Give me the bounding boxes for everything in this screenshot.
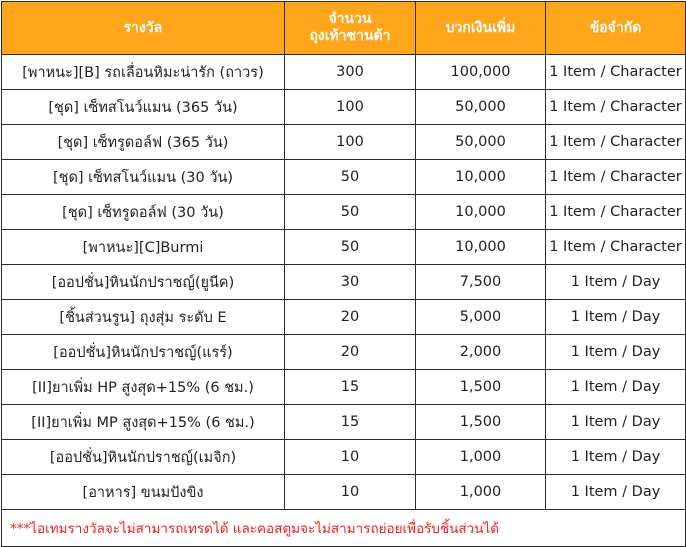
amount-cell: 30 — [285, 265, 416, 300]
table-row — [2, 160, 686, 195]
reward-cell: [ชิ้นส่วนรูน] ถุงสุ่ม ระดับ E — [2, 300, 285, 335]
reward-cell: [ชุด] เซ็ทสโนว์แมน (365 วัน) — [2, 90, 285, 125]
reward-cell: [ชุด] เซ็ทสโนว์แมน (30 วัน) — [2, 160, 285, 195]
header-amount-line1: จำนวน — [328, 11, 372, 27]
reward-cell: [ออปชั่น]หินนักปราชญ์(เมจิก) — [2, 440, 285, 475]
bonus-cell: 100,000 — [416, 55, 546, 90]
table-row — [2, 475, 686, 510]
amount-cell: 10 — [285, 440, 416, 475]
header-bonus: บวกเงินเพิ่ม — [416, 2, 546, 55]
amount-cell: 100 — [285, 125, 416, 160]
reward-cell: [อาหาร] ขนมปังขิง — [2, 475, 285, 510]
limit-cell: 1 Item / Day — [546, 265, 686, 300]
table-row — [2, 405, 686, 440]
table-row — [2, 125, 686, 160]
limit-cell: 1 Item / Day — [546, 440, 686, 475]
bonus-cell: 7,500 — [416, 265, 546, 300]
limit-cell: 1 Item / Day — [546, 370, 686, 405]
limit-cell: 1 Item / Character — [546, 160, 686, 195]
bonus-cell: 1,000 — [416, 440, 546, 475]
reward-cell: [ออปชั่น]หินนักปราชญ์(ยูนีค) — [2, 265, 285, 300]
header-row — [2, 2, 686, 55]
bonus-cell: 50,000 — [416, 90, 546, 125]
table-row — [2, 300, 686, 335]
table-row — [2, 440, 686, 475]
amount-cell: 100 — [285, 90, 416, 125]
reward-cell: [พาหนะ][C]Burmi — [2, 230, 285, 265]
bonus-cell: 1,500 — [416, 370, 546, 405]
limit-cell: 1 Item / Day — [546, 405, 686, 440]
bonus-cell: 1,000 — [416, 475, 546, 510]
bonus-cell: 50,000 — [416, 125, 546, 160]
limit-cell: 1 Item / Day — [546, 335, 686, 370]
reward-cell: [ออปชั่น]หินนักปราชญ์(แรร์) — [2, 335, 285, 370]
limit-cell: 1 Item / Character — [546, 195, 686, 230]
note-text: ***ไอเทมรางวัลจะไม่สามารถเทรดได้ และคอสตูมจะไม่สามารถย่อยเพื่อรับชิ้นส่วนได้ — [2, 510, 686, 547]
bonus-cell: 1,500 — [416, 405, 546, 440]
note-row — [2, 510, 686, 547]
limit-cell: 1 Item / Day — [546, 300, 686, 335]
reward-cell: [ชุด] เซ็ทรูดอล์ฟ (30 วัน) — [2, 195, 285, 230]
amount-cell: 15 — [285, 405, 416, 440]
limit-cell: 1 Item / Character — [546, 230, 686, 265]
amount-cell: 50 — [285, 230, 416, 265]
table-row — [2, 265, 686, 300]
reward-cell: [ชุด] เซ็ทรูดอล์ฟ (365 วัน) — [2, 125, 285, 160]
amount-cell: 20 — [285, 335, 416, 370]
amount-cell: 300 — [285, 55, 416, 90]
table-row — [2, 90, 686, 125]
bonus-cell: 2,000 — [416, 335, 546, 370]
reward-table — [1, 1, 686, 547]
reward-cell: [II]ยาเพิ่ม MP สูงสุด+15% (6 ชม.) — [2, 405, 285, 440]
bonus-cell: 10,000 — [416, 160, 546, 195]
table-row — [2, 370, 686, 405]
table-row — [2, 55, 686, 90]
header-amount-line2: ถุงเท้าซานต้า — [309, 28, 391, 44]
limit-cell: 1 Item / Day — [546, 475, 686, 510]
amount-cell: 20 — [285, 300, 416, 335]
reward-cell: [พาหนะ][B] รถเลื่อนหิมะน่ารัก (ถาวร) — [2, 55, 285, 90]
table-row — [2, 195, 686, 230]
header-limit: ข้อจำกัด — [546, 2, 686, 55]
bonus-cell: 10,000 — [416, 230, 546, 265]
header-amount — [285, 2, 416, 55]
bonus-cell: 10,000 — [416, 195, 546, 230]
table-row — [2, 335, 686, 370]
reward-cell: [II]ยาเพิ่ม HP สูงสุด+15% (6 ชม.) — [2, 370, 285, 405]
limit-cell: 1 Item / Character — [546, 125, 686, 160]
header-reward: รางวัล — [2, 2, 285, 55]
amount-cell: 50 — [285, 160, 416, 195]
bonus-cell: 5,000 — [416, 300, 546, 335]
amount-cell: 50 — [285, 195, 416, 230]
table-row — [2, 230, 686, 265]
limit-cell: 1 Item / Character — [546, 55, 686, 90]
limit-cell: 1 Item / Character — [546, 90, 686, 125]
amount-cell: 10 — [285, 475, 416, 510]
amount-cell: 15 — [285, 370, 416, 405]
